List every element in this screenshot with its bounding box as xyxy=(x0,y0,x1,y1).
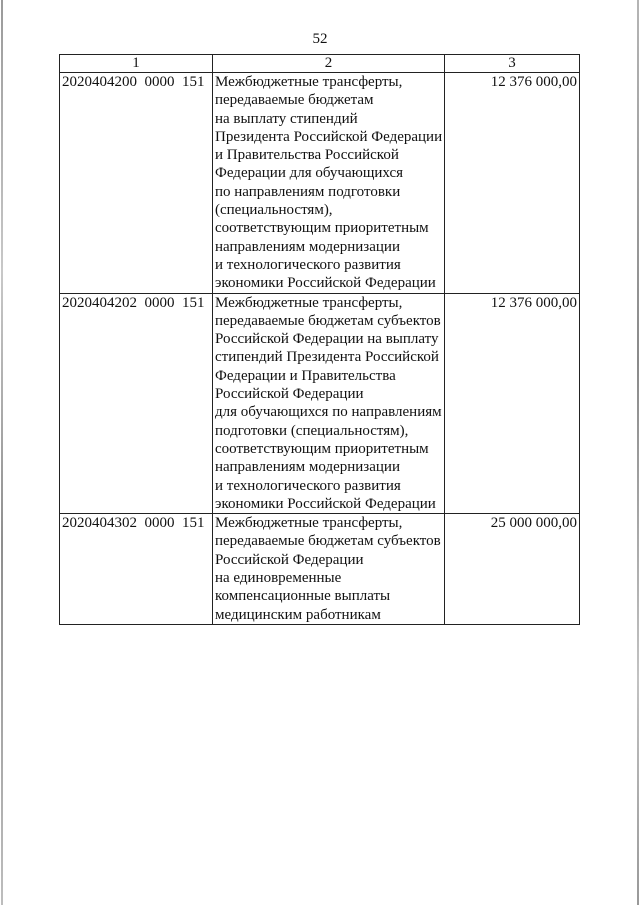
description-line: Российской Федерации xyxy=(215,386,364,403)
scan-edge-right xyxy=(637,0,639,905)
description-line: экономики Российской Федерации xyxy=(215,495,436,512)
description-line: Межбюджетные трансферты, xyxy=(215,294,403,311)
description-line: и технологического развития xyxy=(215,256,401,273)
column-header-2: 2 xyxy=(213,55,445,73)
table-row xyxy=(60,293,580,514)
description-line: и Правительства Российской xyxy=(215,147,399,164)
description-line: передаваемые бюджетам субъектов xyxy=(215,312,441,329)
description-line: Президента Российской Федерации xyxy=(215,128,443,145)
budget-amount: 25 000 000,00 xyxy=(445,514,580,625)
description-line: соответствующим приоритетным xyxy=(215,440,429,457)
description-line: Федерации и Правительства xyxy=(215,367,396,384)
budget-description xyxy=(213,293,445,514)
budget-description xyxy=(213,73,445,294)
budget-amount: 12 376 000,00 xyxy=(445,293,580,514)
table-row xyxy=(60,73,580,294)
description-line: для обучающихся по направлениям xyxy=(215,404,442,421)
description-line: соответствующим приоритетным xyxy=(215,220,429,237)
scan-edge-left xyxy=(1,0,3,905)
budget-code: 2020404302 0000 151 xyxy=(60,514,213,625)
description-line: и технологического развития xyxy=(215,477,401,494)
budget-amount: 12 376 000,00 xyxy=(445,73,580,294)
page-number: 52 xyxy=(312,31,328,47)
description-line: экономики Российской Федерации xyxy=(215,275,436,292)
description-line: по направлениям подготовки xyxy=(215,183,401,200)
column-header-3: 3 xyxy=(445,55,580,73)
description-line: Федерации для обучающихся xyxy=(215,165,404,182)
description-line: Межбюджетные трансферты, xyxy=(215,74,403,90)
budget-description xyxy=(213,514,445,625)
description-line: Российской Федерации на выплату xyxy=(215,331,439,348)
column-header-1: 1 xyxy=(60,55,213,73)
description-line: (специальностям), xyxy=(215,202,333,219)
description-line: подготовки (специальностям), xyxy=(215,422,409,439)
description-line: на выплату стипендий xyxy=(215,110,358,127)
budget-code: 2020404200 0000 151 xyxy=(60,73,213,294)
description-line: компенсационные выплаты xyxy=(215,588,391,605)
table-body xyxy=(60,73,580,625)
description-line: передаваемые бюджетам субъектов xyxy=(215,533,441,550)
budget-table xyxy=(59,54,580,625)
description-line: передаваемые бюджетам xyxy=(215,92,374,109)
description-line: направлениям модернизации xyxy=(215,459,400,476)
budget-code: 2020404202 0000 151 xyxy=(60,293,213,514)
description-line: Межбюджетные трансферты, xyxy=(215,515,403,532)
header-row xyxy=(60,55,580,73)
description-line: Российской Федерации xyxy=(215,551,364,568)
description-line: на единовременные xyxy=(215,570,342,587)
description-line: стипендий Президента Российской xyxy=(215,349,439,366)
description-line: направлениям модернизации xyxy=(215,238,400,255)
description-line: медицинским работникам xyxy=(215,606,381,623)
table-row xyxy=(60,514,580,625)
